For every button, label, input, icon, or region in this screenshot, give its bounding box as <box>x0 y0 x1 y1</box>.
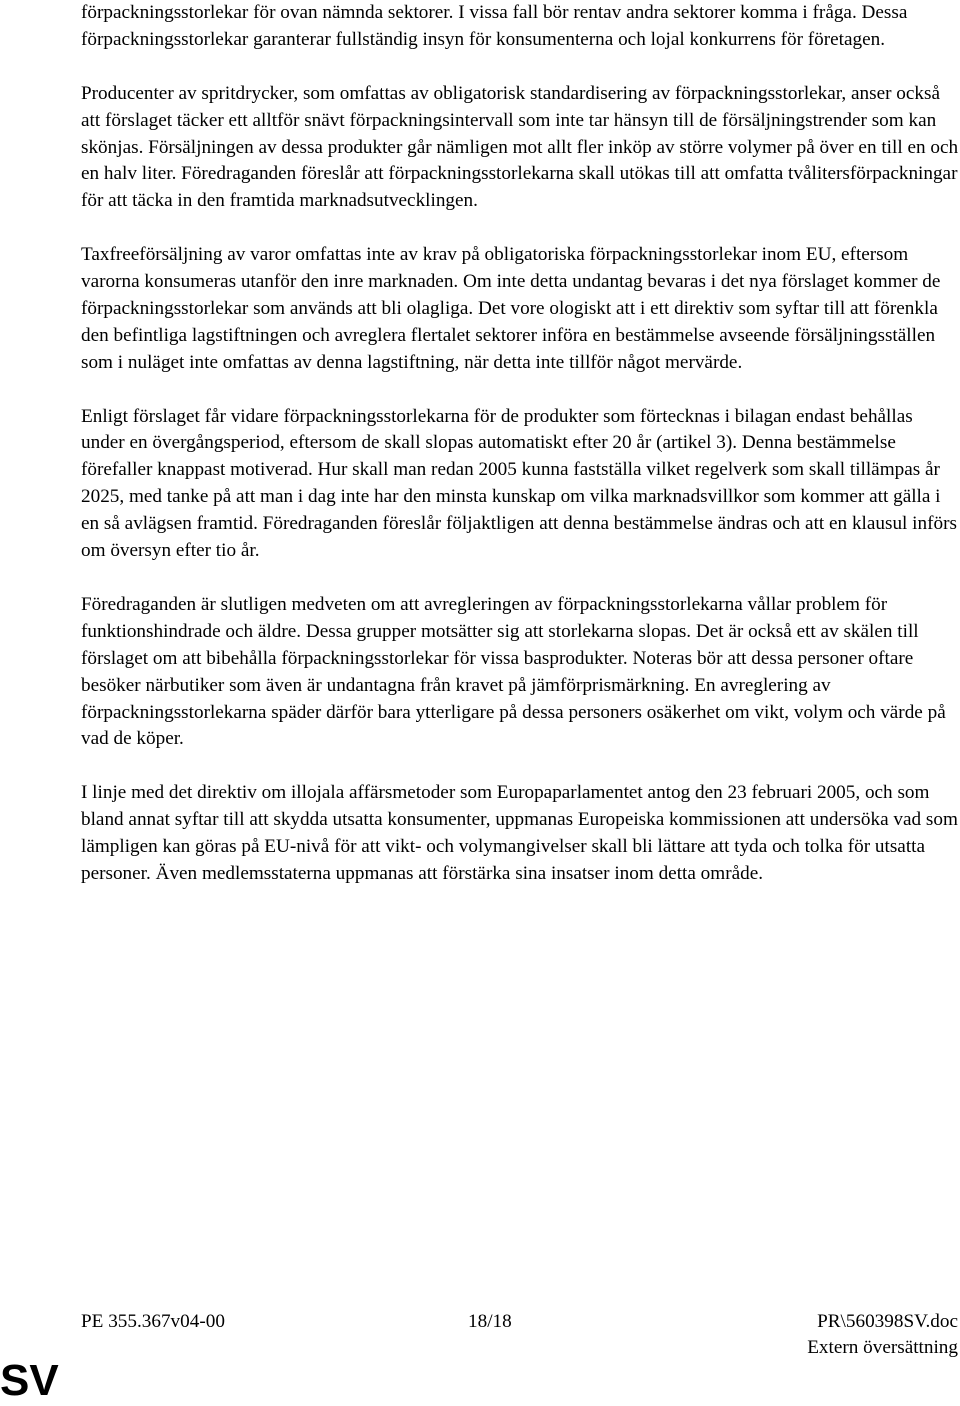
paragraph-unfair-practices-directive: I linje med det direktiv om illojala affärsmetoder som Europaparlamentet antog den 23 februari 2005, och som bland annat syftar till att skydda utsatta konsumenter, uppmanas Europeiska kommissionen att undersöka vad som lämpligen kan göras på EU-nivå för att vikt- och volymangivelser skall bli lättare att tyda och tolka för utsatta personer. Även medlemsstaterna uppmanas att förstärka sina insatser inom detta område. <box>81 782 958 884</box>
document-body <box>81 0 960 915</box>
paragraph-packaging-sectors: förpackningsstorlekar för ovan nämnda sektorer. I vissa fall bör rentav andra sektorer komma i fråga. Dessa förpackningsstorlekar garanterar fullständig insyn för konsumenterna och lojal konkurrens för företagen. <box>81 2 908 50</box>
paragraph-spirits-producers: Producenter av spritdrycker, som omfattas av obligatorisk standardisering av förpackningsstorlekar, anser också att förslaget täcker ett alltför snävt förpackningsintervall som inte tar hänsyn till de försäljningstrender som kan skönjas. Försäljningen av dessa produkter går nämligen mot allt fler inköp av större volymer på över en till en och en halv liter. Föredraganden föreslår att förpackningsstorlekarna skall utökas till att omfatta tvålitersförpackningar för att täcka in den framtida marknadsutvecklingen. <box>81 82 959 212</box>
footer-document-reference: PE 355.367v04-00 <box>81 1311 225 1332</box>
footer-page-number: 18/18 <box>468 1311 512 1332</box>
footer-doc-filename: PR\560398SV.doc <box>817 1311 958 1332</box>
language-code-label: SV <box>0 1356 59 1405</box>
footer-translation-note: Extern översättning <box>807 1337 958 1358</box>
paragraph-transition-period: Enligt förslaget får vidare förpackningsstorlekarna för de produkter som förtecknas i bilagan endast behållas under en övergångsperiod, eftersom de skall slopas automatiskt efter 20 år (artikel 3). Denna bestämmelse förefaller knappast motiverad. Hur skall man redan 2005 kunna fastställa vilket regelverk som skall tillämpas år 2025, med tanke på att man i dag inte har den minsta kunskap om vilka marknadsvillkor som kommer att gälla i en så avlägsen framtid. Föredraganden föreslår följaktligen att denna bestämmelse ändras och att en klausul införs om översyn efter tio år. <box>81 405 957 562</box>
paragraph-taxfree-sales: Taxfreeförsäljning av varor omfattas inte av krav på obligatoriska förpackningsstorlekar inom EU, eftersom varorna konsumeras utanför den inre marknaden. Om inte detta undantag bevaras i det nya förslaget kommer de förpackningsstorlekar som används att bli olagliga. Det vore ologiskt att i ett direktiv som syftar till att förenkla den befintliga lagstiftningen och avreglera flertalet sektorer införa en bestämmelse avseende försäljningsställen som i nuläget inte omfattas av denna lagstiftning, när detta inte tillför något mervärde. <box>81 244 941 373</box>
paragraph-disabled-elderly: Föredraganden är slutligen medveten om att avregleringen av förpackningsstorlekarna vållar problem för funktionshindrade och äldre. Dessa grupper motsätter sig att storlekarna slopas. Det är också ett av skälen till förslaget om att bibehålla förpackningsstorlekar för vissa basprodukter. Noteras bör att dessa personer oftare besöker närbutiker som även är undantagna från kravet på jämförprismärkning. En avreglering av förpackningsstorlekarna späder därför bara ytterligare på dessa personers osäkerhet om vikt, volym och värde på vad de köper. <box>81 593 946 750</box>
